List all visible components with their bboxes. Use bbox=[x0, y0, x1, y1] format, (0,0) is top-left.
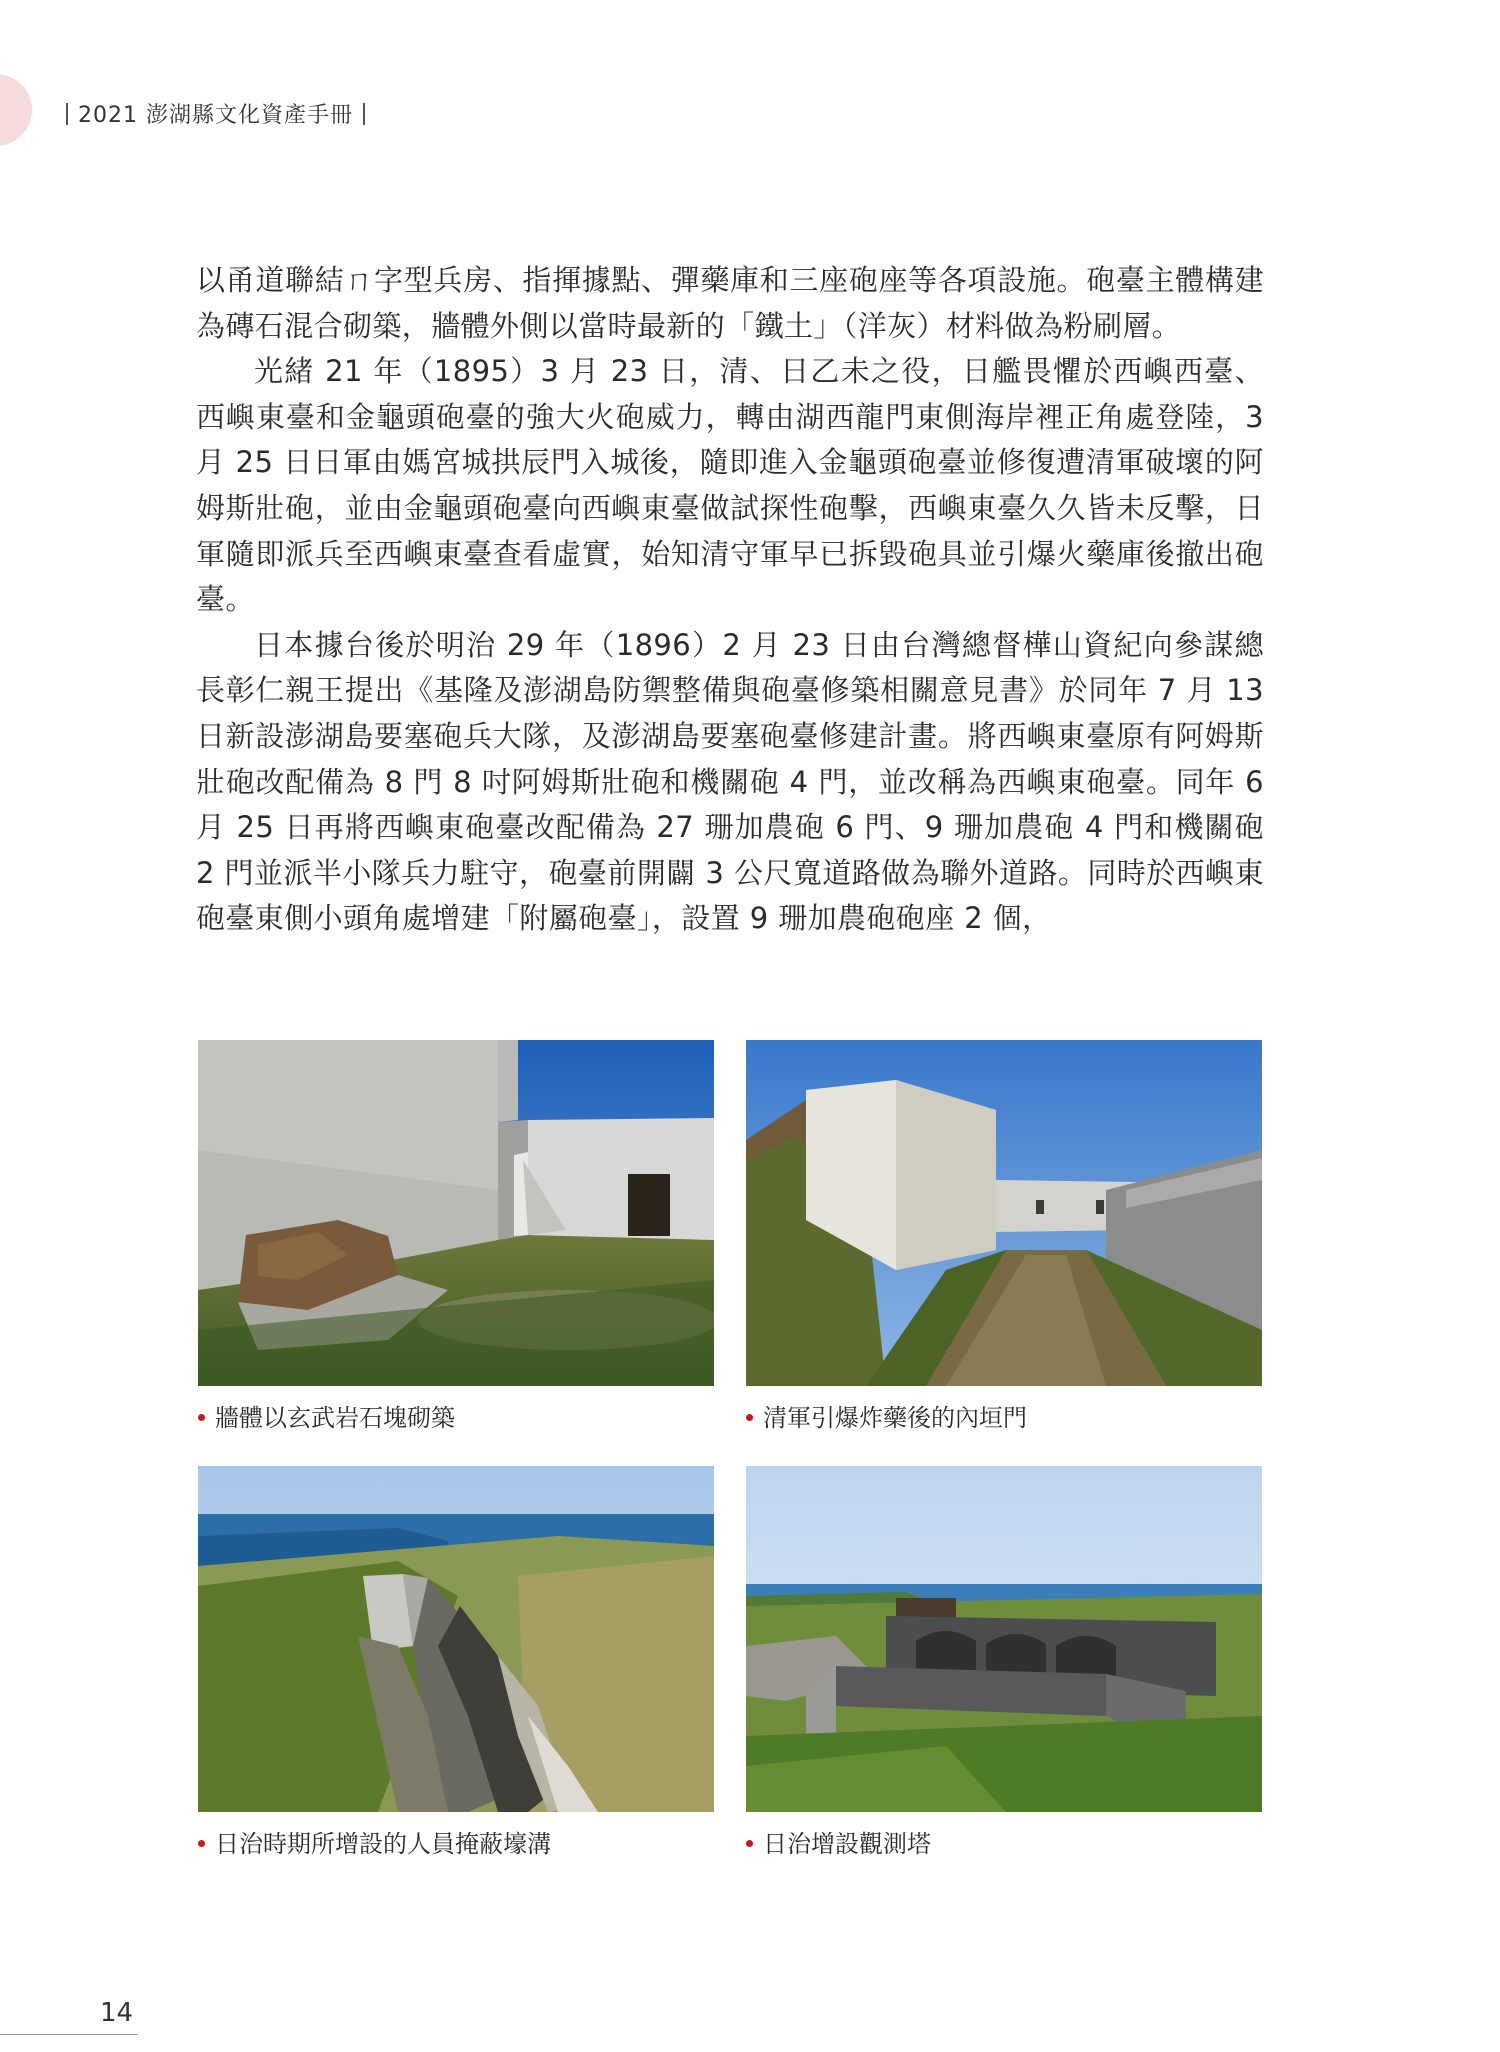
caption-observation-tower bbox=[746, 1824, 1262, 1859]
photo-shelter-trench bbox=[198, 1466, 714, 1812]
running-header bbox=[56, 98, 375, 129]
caption-shelter-trench bbox=[198, 1824, 714, 1859]
caption-text: 日治增設觀測塔 bbox=[763, 1830, 931, 1858]
caption-bullet bbox=[746, 1414, 753, 1421]
figure-shelter-trench bbox=[198, 1466, 714, 1859]
figure-basalt-wall bbox=[198, 1040, 714, 1433]
caption-text: 牆體以玄武岩石塊砌築 bbox=[215, 1404, 455, 1432]
caption-text: 清軍引爆炸藥後的內垣門 bbox=[763, 1404, 1027, 1432]
photo-inner-gate bbox=[746, 1040, 1262, 1386]
figure-observation-tower bbox=[746, 1466, 1262, 1859]
body-text bbox=[196, 258, 1264, 942]
paragraph-1: 以甬道聯結ㄇ字型兵房、指揮據點、彈藥庫和三座砲座等各項設施。砲臺主體構建為磚石混合砌築，牆體外側以當時最新的「鐵土」（洋灰）材料做為粉刷層。 bbox=[196, 263, 1264, 343]
paragraph-2: 光緒 21 年（1895）3 月 23 日，清、日乙未之役，日艦畏懼於西嶼西臺、西嶼東臺和金龜頭砲臺的強大火砲威力，轉由湖西龍門東側海岸裡正角處登陸，3 月 25 日日軍由媽宮城拱辰門入城後，隨即進入金龜頭砲臺並修復遭清軍破壞的阿姆斯壯砲，並由金龜頭砲臺向西嶼東臺做試探性砲擊，西嶼東臺久久皆未反擊，日軍隨即派兵至西嶼東臺查看虛實，始知清守軍早已拆毀砲具並引爆火藥庫後撤出砲臺。 bbox=[196, 354, 1264, 617]
photo-observation-tower bbox=[746, 1466, 1262, 1812]
caption-inner-gate bbox=[746, 1398, 1262, 1433]
header-divider-left bbox=[66, 103, 68, 125]
photo-basalt-wall bbox=[198, 1040, 714, 1386]
paragraph-3: 日本據台後於明治 29 年（1896）2 月 23 日由台灣總督樺山資紀向參謀總長彰仁親王提出《基隆及澎湖島防禦整備與砲臺修築相關意見書》於同年 7 月 13 日新設澎湖島要塞砲兵大隊，及澎湖島要塞砲臺修建計畫。將西嶼東臺原有阿姆斯壯砲改配備為 8 門 8 吋阿姆斯壯砲和機關砲 4 門，並改稱為西嶼東砲臺。同年 6 月 25 日再將西嶼東砲臺改配備為 27 珊加農砲 6 門、9 珊加農砲 4 門和機關砲 2 門並派半小隊兵力駐守，砲臺前開闢 3 公尺寬道路做為聯外道路。同時於西嶼東砲臺東側小頭角處增建「附屬砲臺」，設置 9 珊加農砲砲座 2 個， bbox=[196, 627, 1264, 936]
page-number: 14 bbox=[100, 1998, 134, 2028]
caption-text: 日治時期所增設的人員掩蔽壕溝 bbox=[215, 1830, 551, 1858]
header-title: 2021 澎湖縣文化資產手冊 bbox=[78, 103, 353, 128]
caption-basalt-wall bbox=[198, 1398, 714, 1433]
page-corner-tab bbox=[0, 74, 32, 146]
figure-inner-gate bbox=[746, 1040, 1262, 1433]
page-number-rule bbox=[0, 2034, 138, 2035]
caption-bullet bbox=[746, 1840, 753, 1847]
caption-bullet bbox=[198, 1414, 205, 1421]
header-divider-right bbox=[363, 103, 365, 125]
caption-bullet bbox=[198, 1840, 205, 1847]
